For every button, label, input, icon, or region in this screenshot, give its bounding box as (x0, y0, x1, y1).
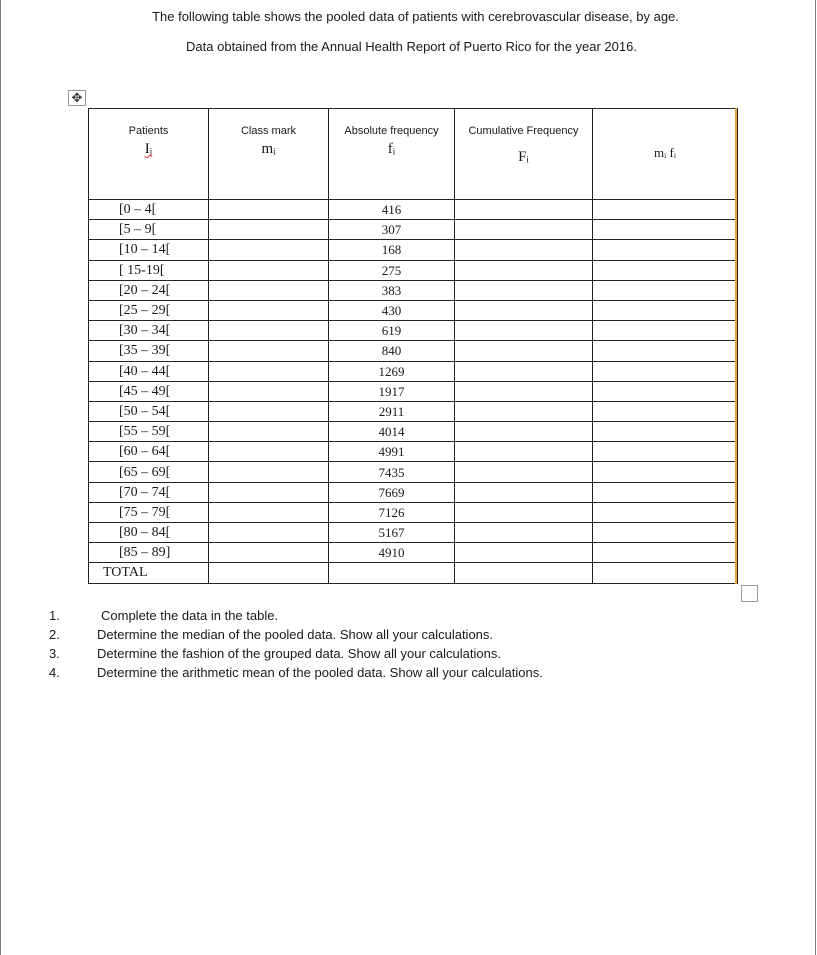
header-cumulative-frequency[interactable] (455, 109, 593, 200)
frequency-table[interactable] (88, 108, 738, 584)
table-row (89, 401, 738, 421)
header-absolute-frequency[interactable] (329, 109, 455, 200)
class-mark-cell[interactable] (209, 482, 329, 502)
cumulative-cell[interactable] (455, 482, 593, 502)
interval-cell[interactable]: [40 – 44[ (89, 361, 209, 381)
column-edge-highlight (735, 108, 737, 584)
interval-cell[interactable]: [65 – 69[ (89, 462, 209, 482)
interval-cell[interactable]: [70 – 74[ (89, 482, 209, 502)
table-row (89, 240, 738, 260)
product-cell[interactable] (593, 220, 738, 240)
question-number: 1. (49, 608, 60, 623)
question-number: 3. (49, 646, 60, 661)
heading-line-1: The following table shows the pooled data of patients with cerebrovascular disease, by age. (152, 9, 679, 24)
header-patients-label: Patients (128, 125, 169, 137)
table-row (89, 200, 738, 220)
class-mark-cell[interactable] (209, 381, 329, 401)
cumulative-cell[interactable] (455, 341, 593, 361)
question-numbers (49, 606, 60, 682)
header-class-mark-label: Class mark (240, 125, 296, 137)
table-row (89, 300, 738, 320)
frequency-cell[interactable]: 4910 (329, 543, 455, 563)
product-cell[interactable] (593, 240, 738, 260)
question-text: Determine the arithmetic mean of the pooled data. Show all your calculations. (97, 665, 543, 680)
header-absolute-frequency-symbol: fᵢ (387, 141, 396, 157)
frequency-cell[interactable]: 2911 (329, 401, 455, 421)
cumulative-cell[interactable] (455, 260, 593, 280)
cumulative-cell[interactable] (455, 381, 593, 401)
page-border-right (815, 0, 816, 955)
table-resize-handle[interactable] (741, 585, 758, 602)
frequency-cell[interactable]: 275 (329, 260, 455, 280)
class-mark-cell[interactable] (209, 220, 329, 240)
header-product[interactable] (593, 109, 738, 200)
cumulative-cell[interactable] (455, 280, 593, 300)
product-cell[interactable] (593, 341, 738, 361)
question-text: Determine the fashion of the grouped data. Show all your calculations. (97, 646, 501, 661)
class-mark-cell[interactable] (209, 321, 329, 341)
table-row (89, 543, 738, 563)
interval-cell[interactable]: [20 – 24[ (89, 280, 209, 300)
frequency-cell[interactable]: 168 (329, 240, 455, 260)
cumulative-cell[interactable] (455, 422, 593, 442)
table-row (89, 482, 738, 502)
interval-cell[interactable]: [5 – 9[ (89, 220, 209, 240)
product-cell[interactable] (593, 401, 738, 421)
frequency-cell[interactable]: 619 (329, 321, 455, 341)
cumulative-cell[interactable] (455, 200, 593, 220)
cumulative-cell[interactable] (455, 523, 593, 543)
frequency-cell[interactable]: 1269 (329, 361, 455, 381)
header-class-mark-symbol: mᵢ (261, 141, 276, 157)
frequency-cell[interactable]: 430 (329, 300, 455, 320)
table-row (89, 442, 738, 462)
cumulative-cell[interactable] (455, 321, 593, 341)
interval-cell[interactable]: [10 – 14[ (89, 240, 209, 260)
header-product-symbol: mᵢ fᵢ (654, 145, 676, 160)
interval-cell[interactable]: [60 – 64[ (89, 442, 209, 462)
header-cumulative-frequency-symbol: Fᵢ (518, 149, 529, 165)
cumulative-cell[interactable] (455, 401, 593, 421)
frequency-cell[interactable]: 307 (329, 220, 455, 240)
interval-cell[interactable]: [85 – 89] (89, 543, 209, 563)
table-row (89, 220, 738, 240)
class-mark-cell[interactable] (209, 523, 329, 543)
question-text: Complete the data in the table. (101, 608, 279, 623)
total-row (89, 563, 738, 583)
product-cell[interactable] (593, 200, 738, 220)
interval-cell[interactable]: [55 – 59[ (89, 422, 209, 442)
table-row (89, 381, 738, 401)
class-mark-cell[interactable] (209, 240, 329, 260)
cumulative-cell[interactable] (455, 442, 593, 462)
total-class-mark-cell[interactable] (209, 563, 329, 583)
frequency-cell[interactable]: 7435 (329, 462, 455, 482)
class-mark-cell[interactable] (209, 200, 329, 220)
total-label[interactable]: TOTAL (89, 563, 209, 583)
product-cell[interactable] (593, 260, 738, 280)
product-cell[interactable] (593, 300, 738, 320)
interval-cell[interactable]: [0 – 4[ (89, 200, 209, 220)
interval-cell[interactable]: [50 – 54[ (89, 401, 209, 421)
frequency-cell[interactable]: 840 (329, 341, 455, 361)
table-row (89, 280, 738, 300)
interval-cell[interactable]: [35 – 39[ (89, 341, 209, 361)
table-row (89, 260, 738, 280)
frequency-cell[interactable]: 4014 (329, 422, 455, 442)
table-row (89, 321, 738, 341)
product-cell[interactable] (593, 482, 738, 502)
interval-cell[interactable]: [45 – 49[ (89, 381, 209, 401)
product-cell[interactable] (593, 543, 738, 563)
question-number: 4. (49, 665, 60, 680)
class-mark-cell[interactable] (209, 260, 329, 280)
frequency-cell[interactable]: 5167 (329, 523, 455, 543)
header-patients[interactable] (89, 109, 209, 200)
class-mark-cell[interactable] (209, 341, 329, 361)
cumulative-cell[interactable] (455, 220, 593, 240)
class-mark-cell[interactable] (209, 401, 329, 421)
total-product-cell[interactable] (593, 563, 738, 583)
table-header-row (89, 109, 738, 200)
frequency-cell[interactable]: 4991 (329, 442, 455, 462)
class-mark-cell[interactable] (209, 442, 329, 462)
product-cell[interactable] (593, 462, 738, 482)
product-cell[interactable] (593, 502, 738, 522)
cumulative-cell[interactable] (455, 300, 593, 320)
cumulative-cell[interactable] (455, 462, 593, 482)
table-row (89, 361, 738, 381)
frequency-cell[interactable]: 383 (329, 280, 455, 300)
total-cumulative-cell[interactable] (455, 563, 593, 583)
class-mark-cell[interactable] (209, 462, 329, 482)
cumulative-cell[interactable] (455, 543, 593, 563)
table-row (89, 523, 738, 543)
class-mark-cell[interactable] (209, 502, 329, 522)
class-mark-cell[interactable] (209, 300, 329, 320)
class-mark-cell[interactable] (209, 543, 329, 563)
table-row (89, 341, 738, 361)
question-number: 2. (49, 627, 60, 642)
page-border-left (0, 0, 1, 955)
interval-cell[interactable]: [30 – 34[ (89, 321, 209, 341)
frequency-cell[interactable]: 7669 (329, 482, 455, 502)
question-list (97, 606, 543, 682)
table-row (89, 462, 738, 482)
product-cell[interactable] (593, 280, 738, 300)
table-move-handle-icon[interactable]: ✥ (68, 90, 86, 106)
interval-cell[interactable]: [25 – 29[ (89, 300, 209, 320)
product-cell[interactable] (593, 523, 738, 543)
class-mark-cell[interactable] (209, 280, 329, 300)
class-mark-cell[interactable] (209, 422, 329, 442)
question-text: Determine the median of the pooled data. Show all your calculations. (97, 627, 494, 642)
product-cell[interactable] (593, 361, 738, 381)
frequency-cell[interactable]: 416 (329, 200, 455, 220)
header-absolute-frequency-label: Absolute frequency (344, 125, 439, 137)
frequency-cell[interactable]: 7126 (329, 502, 455, 522)
product-cell[interactable] (593, 381, 738, 401)
cumulative-cell[interactable] (455, 240, 593, 260)
frequency-cell[interactable]: 1917 (329, 381, 455, 401)
interval-cell[interactable]: [ 15-19[ (89, 260, 209, 280)
product-cell[interactable] (593, 442, 738, 462)
table-row (89, 502, 738, 522)
cumulative-cell[interactable] (455, 361, 593, 381)
header-cumulative-frequency-label: Cumulative Frequency (468, 125, 579, 137)
interval-cell[interactable]: [80 – 84[ (89, 523, 209, 543)
class-mark-cell[interactable] (209, 361, 329, 381)
header-patients-symbol: Iᵢ (144, 141, 153, 157)
total-frequency-cell[interactable] (329, 563, 455, 583)
heading-line-2: Data obtained from the Annual Health Report of Puerto Rico for the year 2016. (186, 39, 637, 54)
cumulative-cell[interactable] (455, 502, 593, 522)
product-cell[interactable] (593, 422, 738, 442)
interval-cell[interactable]: [75 – 79[ (89, 502, 209, 522)
table-row (89, 422, 738, 442)
header-class-mark[interactable] (209, 109, 329, 200)
product-cell[interactable] (593, 321, 738, 341)
